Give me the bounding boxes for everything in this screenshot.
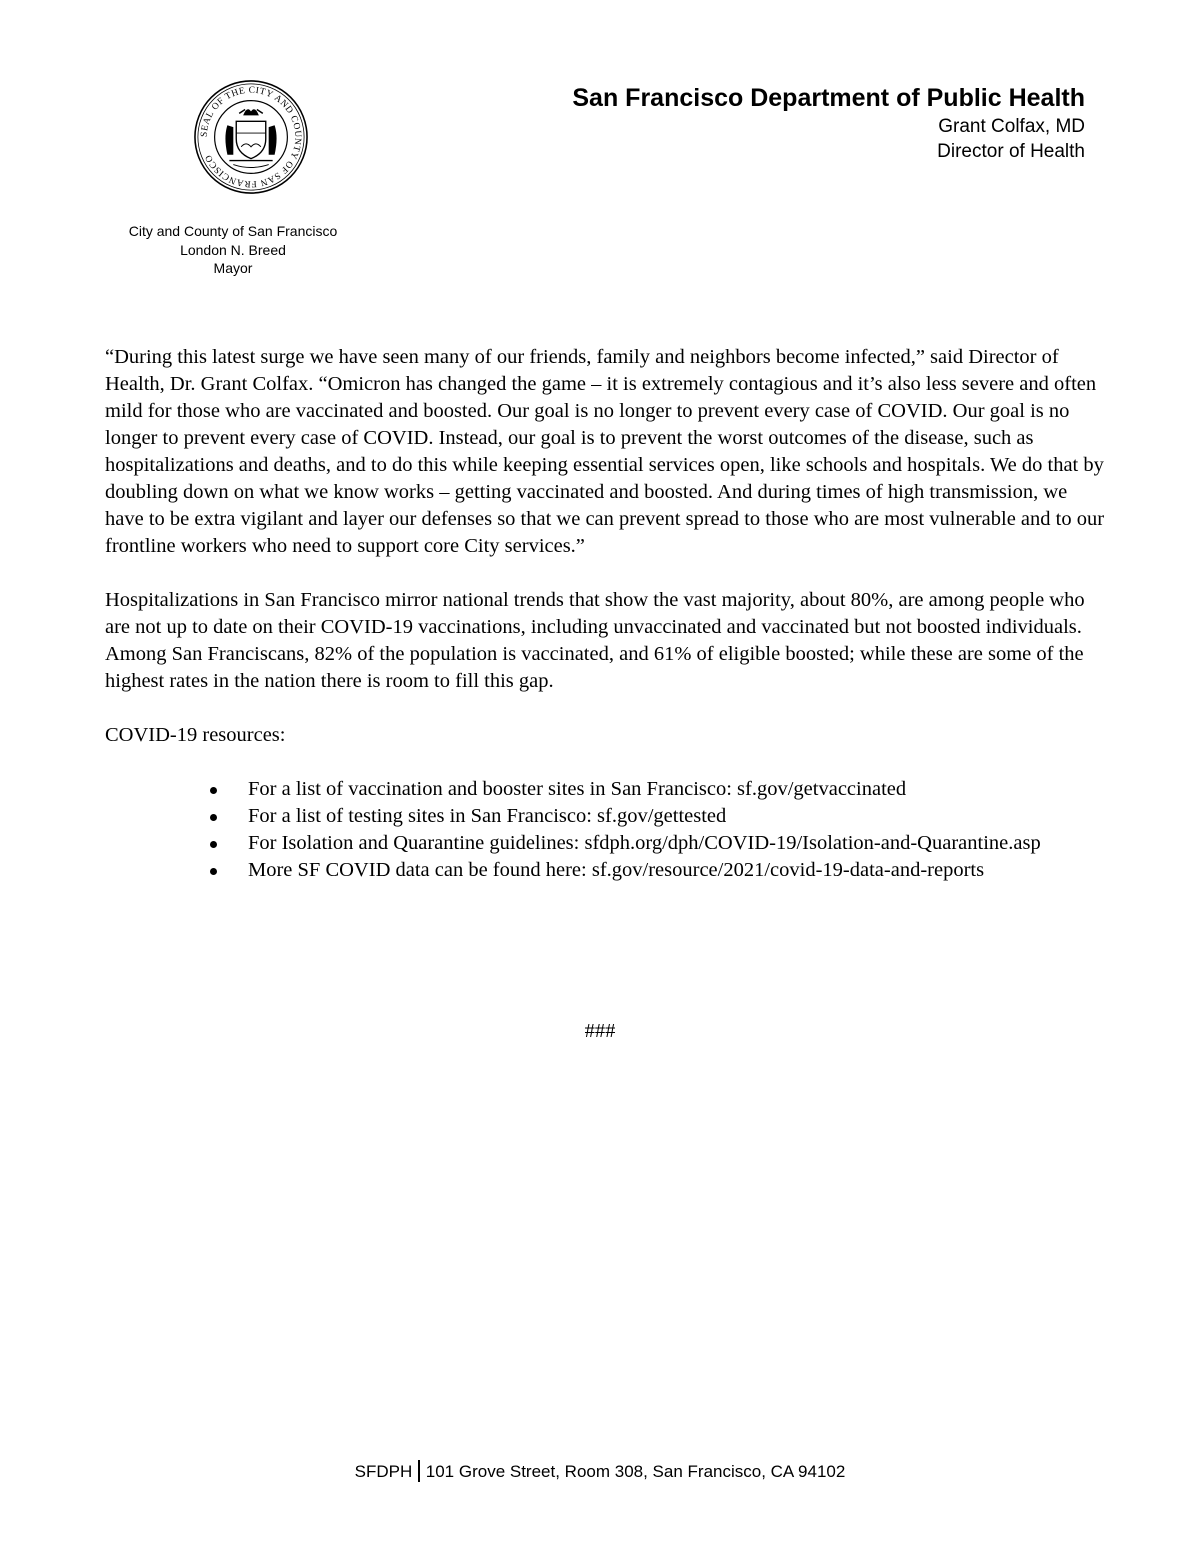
department-header	[572, 82, 1085, 164]
bullet-icon	[210, 814, 217, 821]
list-item	[210, 830, 1105, 857]
mayor-title: Mayor	[213, 260, 253, 276]
resources-heading: COVID-19 resources:	[105, 724, 286, 746]
bullet-icon	[210, 841, 217, 848]
resource-vaccination: For a list of vaccination and booster sites in San Francisco: sf.gov/getvaccinated	[248, 778, 907, 800]
footer-divider	[418, 1460, 420, 1482]
mayor-name: London N. Breed	[180, 241, 286, 258]
list-item	[210, 803, 1105, 830]
director-title: Director of Health	[937, 141, 1085, 162]
hospitalizations-paragraph: Hospitalizations in San Francisco mirror national trends that show the vast majority, about 80%, are among people who are not up to date on their COVID-19 vaccinations, including unvaccinated and vaccinated but not boosted individuals. Among San Franciscans, 82% of the population is vaccinated, and 61% of eligible boosted; while these are some of the highest rates in the nation there is room to fill this gap.	[105, 589, 1085, 692]
quote-paragraph: “During this latest surge we have seen many of our friends, family and neighbors become infected,” said Director of Health, Dr. Grant Colfax. “Omicron has changed the game – it is extremely contagious and it’s also less severe and often mild for those who are vaccinated and boosted. Our goal is no longer to prevent every case of COVID. Our goal is no longer to prevent every case of COVID. Instead, our goal is to prevent the worst outcomes of the disease, such as hospitalizations and deaths, and to do this while keeping essential services open, like schools and hospitals. We do that by doubling down on what we know works – getting vaccinated and boosted. And during times of high transmission, we have to be extra vigilant and layer our defenses so that we can prevent spread to those who are most vulnerable and to our frontline workers who need to support core City services.”	[105, 346, 1105, 557]
department-name: San Francisco Department of Public Health	[572, 84, 1085, 112]
seal-graphic	[192, 78, 310, 196]
footer-org: SFDPH	[354, 1462, 413, 1481]
resources-list	[105, 776, 1105, 884]
director-name: Grant Colfax, MD	[938, 116, 1085, 137]
list-item	[210, 857, 1105, 884]
resource-testing: For a list of testing sites in San Francisco: sf.gov/gettested	[248, 805, 727, 827]
footer	[0, 1460, 1200, 1482]
bullet-icon	[210, 787, 217, 794]
resource-isolation: For Isolation and Quarantine guidelines: sfdph.org/dph/COVID-19/Isolation-and-Quarantine.asp	[248, 832, 1041, 854]
end-mark: ###	[584, 1020, 616, 1042]
city-name: City and County of San Francisco	[128, 223, 338, 239]
list-item	[210, 776, 1105, 803]
city-seal-icon	[192, 78, 310, 196]
city-header	[100, 222, 366, 278]
bullet-icon	[210, 868, 217, 875]
seal-ring-text: SEAL OF THE CITY AND COUNTY OF SAN FRANCISCO	[199, 85, 303, 189]
document-body	[105, 344, 1105, 884]
footer-address: 101 Grove Street, Room 308, San Francisco, CA 94102	[425, 1462, 846, 1481]
resource-data: More SF COVID data can be found here: sf.gov/resource/2021/covid-19-data-and-reports	[248, 859, 985, 881]
